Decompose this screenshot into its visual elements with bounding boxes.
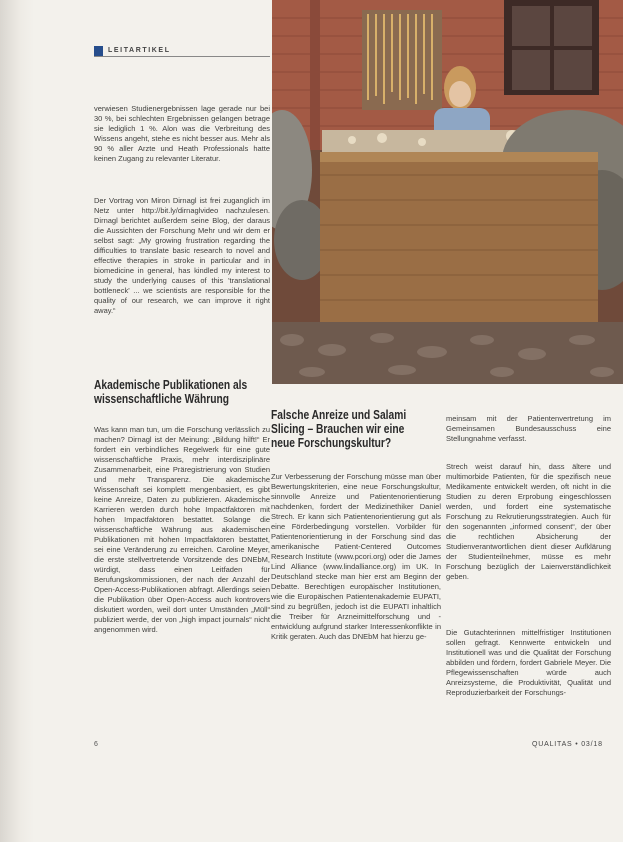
col1-paragraph-3: Was kann man tun, um die Forschung verlässlich zu machen? Dirnagl ist der Meinung: „Bildung hilft!“ Er fordert ein verbindliches Regelwerk für eine gute wissenschaftliche Praxis, mehr interdisziplinäre Zusammenarbeit, eine Präregistrierung von Studien und mehr Transparenz. Die akademische Wissenschaft sei komplett mengenbasiert, es gibt keine Anreize, Daten zu publizieren. Akademische Karrieren werden durch hohe Impactfaktoren mit hohen Impactfaktoren bestattet. Solange die wissenschaftliche Währung aus akademischen Publikationen mit hohen Impactfaktoren bestattet, sei eine Veränderung zu erreichen. Caroline Meyer, die erste stellvertretende Vorsitzende des DNEbM, würdigt, dass einen Leitfaden für Berufungskommissionen, der nach der Anzahl der Open-Access-Publikationen abfragt. Allerdings seien die Publikation über Open-Access auch kontrovers diskutiert worden, weil dort unter Umständen „Müll“ publiziert werde, der von „high impact journals“ nicht angenommen wird. bbox=[94, 425, 270, 634]
header-rule bbox=[94, 56, 270, 57]
col3-paragraph-1: meinsam mit der Patientenvertretung im Gemeinsamen Bundesausschuss eine Stellungnahme verfasst. bbox=[446, 414, 611, 443]
col3-paragraph-2: Strech weist darauf hin, dass ältere und multimorbide Patienten, für die spezifisch neue Medikamente entwickelt werden, oft nicht in die Studien zu deren Erprobung eingeschlossen werden, und fordert eine systematische Forschung zu Rekrutierungsstrategien. Auch für den sogenannten „informed consent“, der über die rechtlichen Absicherung der Studienverantwortlichen dient dieser Aufklärung der Studienteilnehmer, müsse es mehr Forschung bezüglich der Laienverständlichkeit geben. bbox=[446, 462, 611, 581]
section-marker bbox=[94, 46, 103, 56]
col2-heading: Falsche Anreize und Salami Slicing – Brauchen wir eine neue Forschungskultur? bbox=[271, 408, 407, 450]
magazine-issue: QUALITAS • 03/18 bbox=[532, 741, 603, 748]
col1-paragraph-1: verwiesen Studienergebnissen lage gerade nur bei 30 %, bei schlechten Ergebnissen gelangen betrage sie lediglich 1 %. Alon was die Verbreitung des Wissens angeht, stehe es nicht besser aus. Mehr als 90 % aller Arzte und Heath Professionals hatte keinen Zugang zu relevanter Literatur. bbox=[94, 104, 270, 163]
photo-illustration bbox=[272, 0, 623, 384]
col1-paragraph-2: Der Vortrag von Miron Dirnagl ist frei zuganglich im Netz unter http://bit.ly/dirnaglvideo nachzulesen. Dirnagl berichtet außerdem seine Blog, der daraus die Aussichten der Forschung Mehr und wir dem er selbst sagt: „My growing frustration regarding the difficulties to translate basic research to novel and effective therapies in stroke in particular and in biomedicine in general, has kindled my interest to study the underlying causes of this 'translational bottleneck' ... we scientists are responsible for the quality of our research, we can improve it right away.“ bbox=[94, 196, 270, 315]
page-gutter-shadow bbox=[0, 0, 34, 842]
section-label: LEITARTIKEL bbox=[108, 47, 171, 54]
page-number: 6 bbox=[94, 741, 98, 748]
market-stall-photo bbox=[272, 0, 623, 384]
col1-heading: Akademische Publikationen als wissenschaftliche Währung bbox=[94, 378, 248, 406]
col3-paragraph-3: Die Gutachterinnen mittelfristiger Institutionen sollen gefragt. Kennwerte entwickeln und Institutionell was und die Qualität der Forschung abbilden und fördern, fordert Gabriele Meyer. Die Pflegewissenschaften würde auch Anreizsysteme, die Produktivität, Qualität und Reproduzierbarkeit der Forschungs- bbox=[446, 628, 611, 697]
col2-paragraph-1: Zur Verbesserung der Forschung müsse man über Bewertungskriterien, eine neue Forschungskultur, sinnvolle Anreize und Patientenorientierung nachdenken, fordert der Medizinethiker Daniel Strech. Er kann sich Patientenorientierung gut als eine Förderbedingung vorstellen. Vorbilder für Patientenorientierung in der Forschung sind das amerikanische Patient-Centered Outcomes Research Institute (www.pcori.org) oder die James Lind Alliance (www.lindalliance.org) im UK. In Deutschland stecke man hier erst am Beginn der Debatte. Berechtigen europäischer Institutionen, wie die Europäischen Patientenakademie EUPATI, sind zu begrüßen, jedoch ist die EUPATI inhaltlich die Treiber für Arzneimittelforschung und -entwicklung aufgrund starker Interessenkonflikte in Kritik geraten. Auch das DNEbM hat hierzu ge- bbox=[271, 472, 441, 641]
